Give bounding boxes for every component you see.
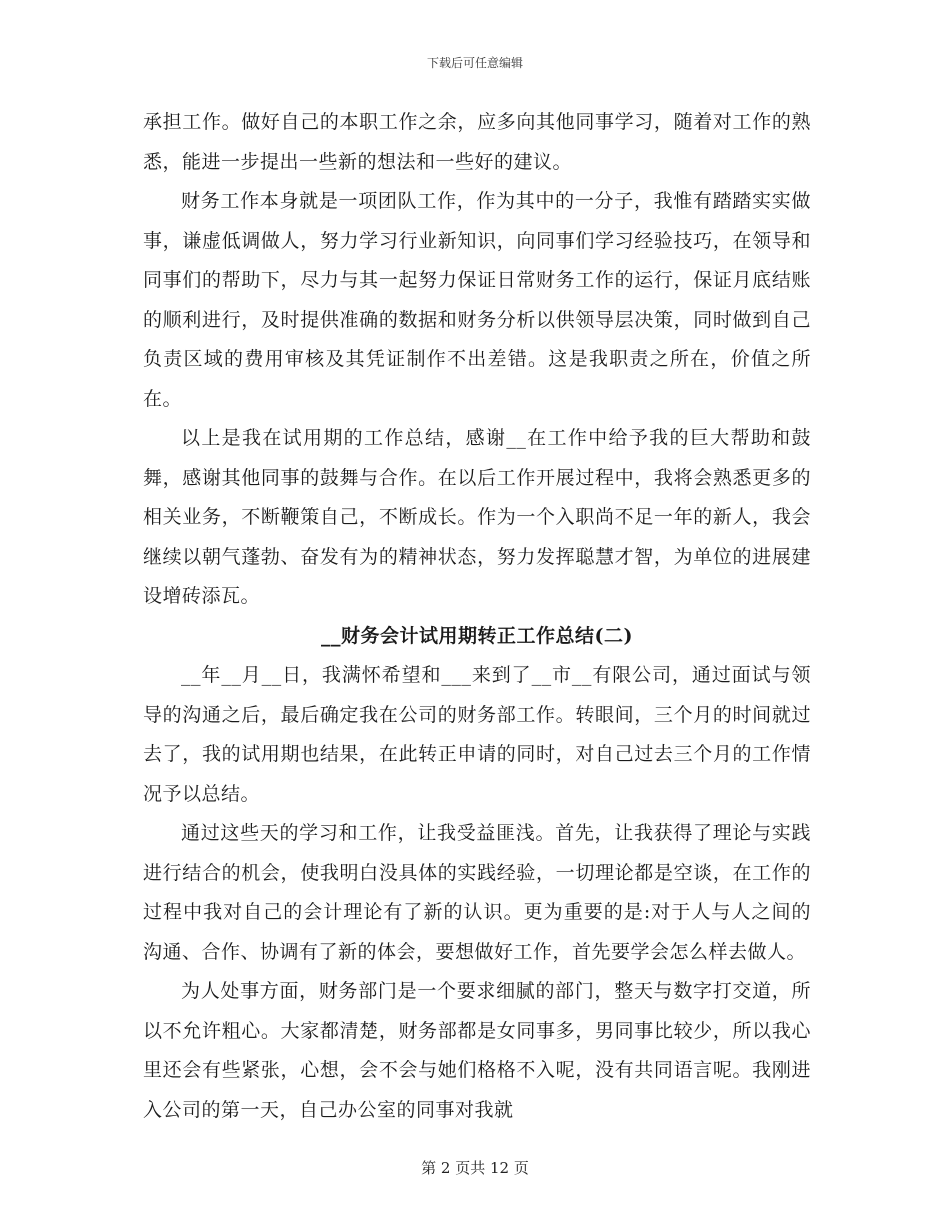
section-title: __财务会计试用期转正工作总结(二)	[321, 624, 633, 647]
paragraph: 以上是我在试用期的工作总结，感谢__在工作中给予我的巨大帮助和鼓舞，感谢其他同事的鼓舞与合作。在以后工作开展过程中，我将会熟悉更多的相关业务，不断鞭策自己，不断成长。作为一个入职尚不足一年的新人，我会继续以朝气蓬勃、奋发有为的精神状态，努力发挥聪慧才智，为单位的进展建设增砖添瓦。	[143, 427, 811, 607]
page-header: 下载后可任意编辑	[426, 56, 523, 70]
paragraph: 通过这些天的学习和工作，让我受益匪浅。首先，让我获得了理论与实践进行结合的机会，使我明白没具体的实践经验，一切理论都是空谈，在工作的过程中我对自己的会计理论有了新的认识。更为重要的是:对于人与人之间的沟通、合作、协调有了新的体会，要想做好工作，首先要学会怎么样去做人。	[143, 822, 811, 963]
paragraph: __年__月__日，我满怀希望和___来到了__市__有限公司，通过面试与领导的沟通之后，最后确定我在公司的财务部工作。转眼间，三个月的时间就过去了，我的试用期也结果，在此转正申请的同时，对自己过去三个月的工作情况予以总结。	[143, 664, 811, 805]
paragraph: 财务工作本身就是一项团队工作，作为其中的一分子，我惟有踏踏实实做事，谦虚低调做人，努力学习行业新知识，向同事们学习经验技巧，在领导和同事们的帮助下，尽力与其一起努力保证日常财务工作的运行，保证月底结账的顺利进行，及时提供准确的数据和财务分析以供领导层决策，同时做到自己负责区域的费用审核及其凭证制作不出差错。这是我职责之所在，价值之所在。	[143, 190, 811, 410]
paragraph: 为人处事方面，财务部门是一个要求细腻的部门，整天与数字打交道，所以不允许粗心。大家都清楚，财务部都是女同事多，男同事比较少，所以我心里还会有些紧张，心想，会不会与她们格格不入呢，没有共同语言呢。我刚进入公司的第一天，自己办公室的同事对我就	[143, 980, 811, 1121]
page-footer: 第 2 页共 12 页	[421, 1159, 529, 1177]
document-body	[143, 103, 811, 1130]
paragraph: 承担工作。做好自己的本职工作之余，应多向其他同事学习，随着对工作的熟悉，能进一步提出一些新的想法和一些好的建议。	[143, 111, 811, 173]
